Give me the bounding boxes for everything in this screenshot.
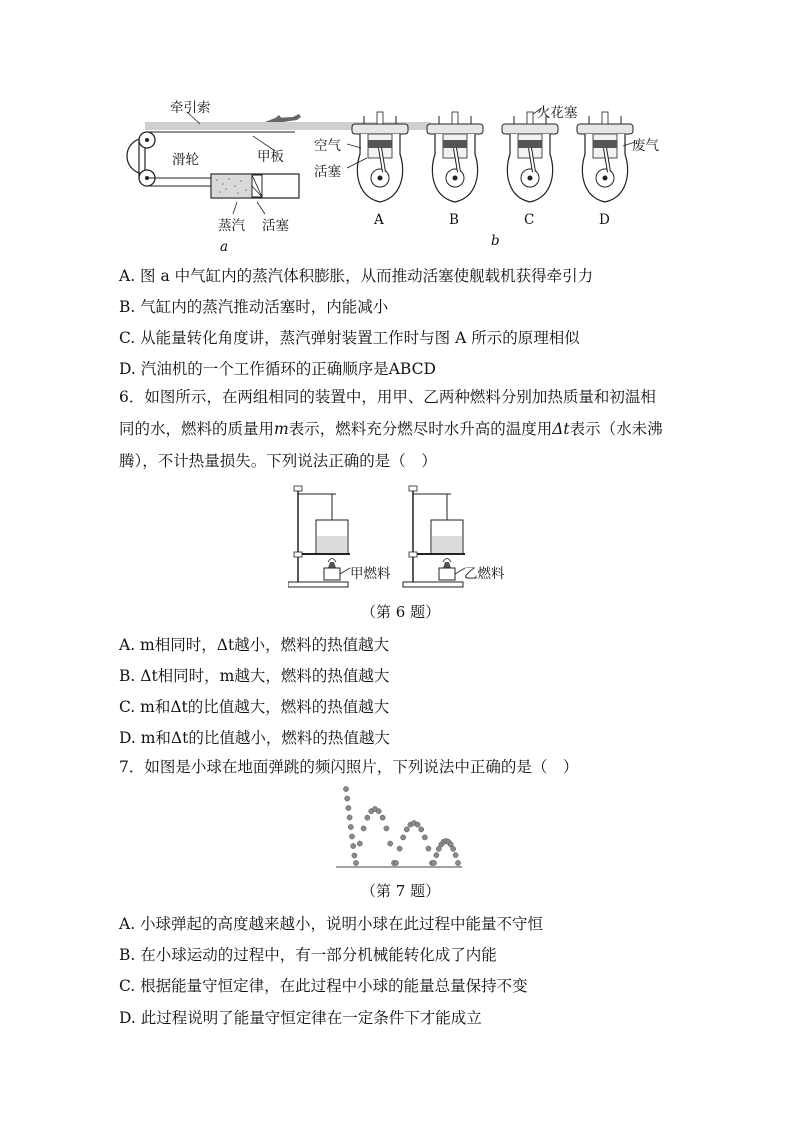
label-fuel-jia: 甲燃料 [350, 566, 391, 582]
label-fuel-yi: 乙燃料 [464, 566, 505, 582]
ball-frame [384, 826, 389, 831]
ball-frame [451, 846, 456, 851]
cylinder-a [352, 112, 408, 202]
label-pulley: 滑轮 [172, 152, 199, 168]
q6-option-d: D. m和Δt的比值越小，燃料的热值越大 [119, 729, 390, 747]
label-cyl-a: A [374, 212, 384, 228]
ball-frame [388, 841, 393, 846]
ball-frame [434, 852, 439, 857]
label-tow-cable: 牵引索 [170, 100, 211, 116]
ball-frame [419, 827, 424, 832]
q6-stem-line1: 6．如图所示，在两组相同的装置中，用甲、乙两种燃料分别加热质量和初温相 [119, 388, 656, 406]
q6-stem-line3: 腾），不计热量损失。下列说法正确的是（ ） [119, 452, 437, 470]
ball-frame [426, 846, 431, 851]
ball-trail [343, 786, 460, 865]
ball-frame [404, 827, 409, 832]
ball-frame [345, 796, 350, 801]
ball-frame [348, 824, 353, 829]
ball-frame [357, 841, 362, 846]
q5-option-b: B. 气缸内的蒸汽推动活塞时，内能减小 [119, 298, 389, 316]
q7-option-c: C. 根据能量守恒定律，在此过程中小球的能量总量保持不变 [119, 977, 528, 995]
steam-region [212, 175, 252, 197]
ball-frame [352, 853, 357, 858]
q5-option-a: A. 图 a 中气缸内的蒸汽体积膨胀，从而推动活塞使舰载机获得牵引力 [119, 267, 594, 285]
q6-option-c: C. m和Δt的比值越大，燃料的热值越大 [119, 698, 390, 716]
label-spark-plug: 火花塞 [537, 105, 578, 121]
ball-frame [393, 860, 398, 865]
aircraft-icon [265, 114, 301, 122]
q7-option-b: B. 在小球运动的过程中，有一部分机械能转化成了内能 [119, 946, 497, 964]
setup-yi [403, 486, 465, 587]
cylinder-c [502, 112, 558, 202]
label-fig-a: a [220, 239, 229, 255]
label-piston-b: 活塞 [314, 164, 341, 180]
ball-frame [455, 860, 460, 865]
ball-frame [431, 860, 436, 865]
ball-frame [397, 846, 402, 851]
label-steam: 蒸汽 [218, 218, 245, 234]
ball-frame [380, 815, 385, 820]
q6-option-a: A. m相同时，Δt越小，燃料的热值越大 [119, 636, 390, 654]
ball-frame [353, 860, 358, 865]
ball-frame [401, 835, 406, 840]
label-deck: 甲板 [257, 149, 284, 165]
ball-frame [346, 805, 351, 810]
ball-frame [453, 852, 458, 857]
q6-stem-line2: 同的水，燃料的质量用m表示，燃料充分燃尽时水升高的温度用Δt表示（水未沸 [119, 420, 663, 438]
ball-frame [361, 826, 366, 831]
figure-q7-bouncing-ball [336, 785, 466, 873]
label-cyl-d: D [599, 212, 610, 228]
ball-frame [347, 815, 352, 820]
ball-frame [365, 815, 370, 820]
label-cyl-b: B [449, 212, 459, 228]
ball-frame [422, 835, 427, 840]
setup-jia [288, 486, 350, 587]
label-cyl-c: C [524, 212, 535, 228]
ball-frame [376, 809, 381, 814]
ball-frame [343, 786, 348, 791]
q7-stem: 7．如图是小球在地面弹跳的频闪照片，下列说法中正确的是（ ） [119, 758, 579, 776]
q6-option-b: B. Δt相同时，m越大，燃料的热值越大 [119, 667, 390, 685]
q6-caption: （第 6 题） [361, 603, 441, 621]
q7-caption: （第 7 题） [361, 882, 441, 900]
ball-frame [415, 822, 420, 827]
cylinder-b [427, 112, 483, 202]
cylinder-d [577, 112, 633, 202]
label-air: 空气 [314, 138, 341, 154]
q7-option-d: D. 此过程说明了能量守恒定律在一定条件下才能成立 [119, 1009, 482, 1027]
label-fig-b: b [491, 233, 500, 249]
ball-frame [351, 843, 356, 848]
ball-frame [349, 834, 354, 839]
q7-option-a: A. 小球弹起的高度越来越小，说明小球在此过程中能量不守恒 [119, 915, 544, 933]
q5-option-c: C. 从能量转化角度讲，蒸汽弹射装置工作时与图 A 所示的原理相似 [119, 329, 580, 347]
label-piston-a: 活塞 [262, 218, 289, 234]
q5-option-d: D. 汽油机的一个工作循环的正确顺序是ABCD [119, 360, 436, 378]
figure-b-engine-strokes [347, 106, 657, 221]
label-exhaust: 废气 [632, 138, 659, 154]
